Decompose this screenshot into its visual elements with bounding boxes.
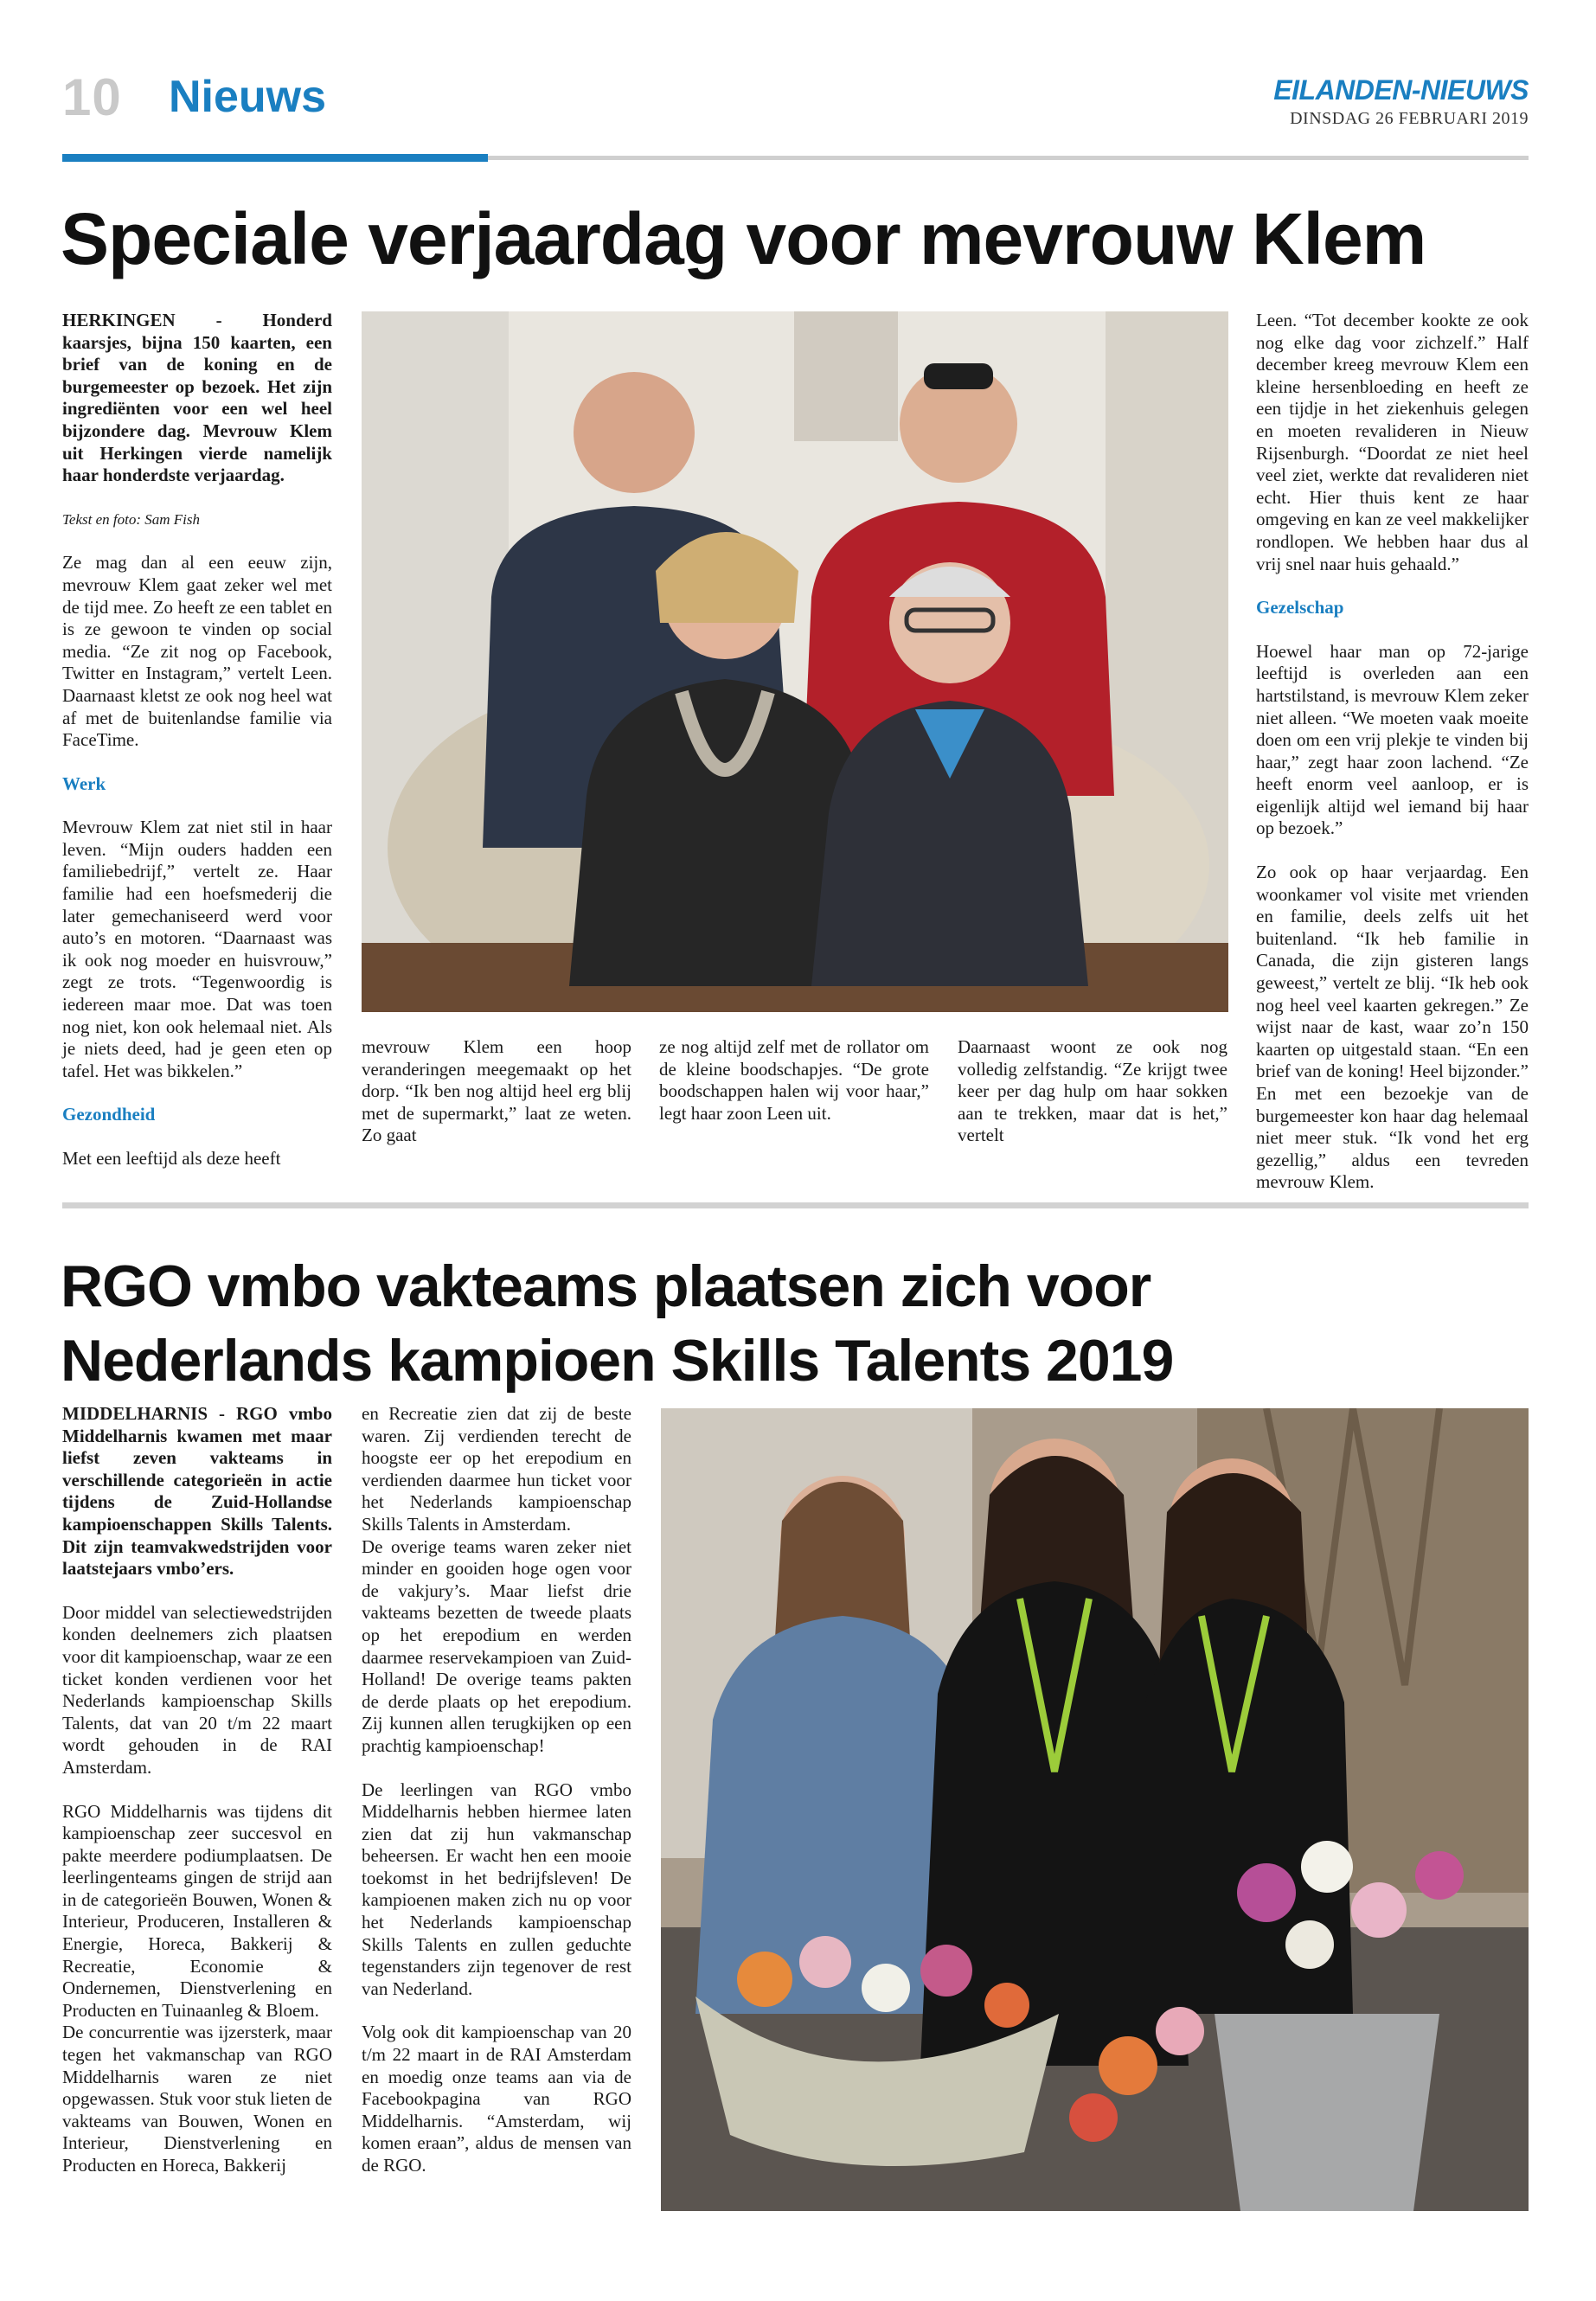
publication-logo: EILANDEN-NIEUWS bbox=[1273, 74, 1529, 106]
article1-subhead-gezondheid: Gezondheid bbox=[62, 1104, 156, 1125]
article1-paragraph: mevrouw Klem een hoop veranderingen meegemaakt op het dorp. “Ik ben nog altijd heel erg blij met de supermarkt,” laat ze weten. Zo gaat bbox=[362, 1036, 631, 1146]
article2-column-1 bbox=[62, 1403, 332, 2177]
article2-headline: RGO vmbo vakteams plaatsen zich voor Nederlands kampioen Skills Talents 2019 bbox=[61, 1253, 1174, 1394]
article2-paragraph: De leerlingen van RGO vmbo Middelharnis hebben hiermee laten zien dat zij hun vakmanschap beheersen. Er wacht hen een mooie toekomst in het bedrijfsleven! De kampioenen maken zich nu op voor het Nederlands kampioenschap Skills Talents en zullen geduchte tegenstanders zijn tegenover de rest van Nederland. bbox=[362, 1779, 631, 1999]
article1-credit: Tekst en foto: Sam Fish bbox=[62, 510, 200, 528]
article2-photo bbox=[661, 1408, 1529, 2211]
article1-column-3 bbox=[659, 1036, 929, 1125]
article1-paragraph: Met een leeftijd als deze heeft bbox=[62, 1148, 281, 1169]
article1-paragraph: Hoewel haar man op 72-jarige leeftijd is overleden aan een hartstilstand, is mevrouw Klem zeker niet alleen. “We moeten vaak moeite doen om een vrij plekje te vinden bij haar,” zegt haar zoon lachend. “Ze heeft enorm veel aanloop, er is eigenlijk altijd wel iemand bij haar op bezoek.” bbox=[1256, 640, 1529, 839]
article2-paragraph: De overige teams waren zeker niet minder en gooiden hoge ogen voor de vakjury’s. Maar liefst drie vakteams bezetten de tweede plaats op het erepodium en werden daarmee reservekampioen van Zuid-Holland! De overige teams pakten de derde plaats op het erepodium. Zij kunnen allen terugkijken op een prachtig kampioenschap! bbox=[362, 1535, 631, 1756]
issue-date: DINSDAG 26 FEBRUARI 2019 bbox=[1290, 109, 1529, 128]
article1-paragraph: Zo ook op haar verjaardag. Een woonkamer vol visite met vrienden en familie, deels zelfs uit het buitenland. “Ik heb familie in Canada, die zijn gisteren langs geweest,” vertelt ze blij. “Ik heb ook nog heel veel kaarten gekregen.” Ze wijst naar de kast, waar zo’n 150 kaarten op uitgestald staan. “En een brief van de koning! Heel bijzonder.” En met een bezoekje van de burgemeester kon haar dag helemaal niet meer stuk. “Ik vond het erg gezellig,” aldus een tevreden mevrouw Klem. bbox=[1256, 862, 1529, 1193]
article2-paragraph: RGO Middelharnis was tijdens dit kampioenschap zeer succesvol en pakte meerdere podiumplaatsen. De leerlingenteams gingen de strijd aan in de categorieën Bouwen, Wonen & Interieur, Produceren, Installeren & Energie, Horeca, Bakkerij & Recreatie, Economie & Ondernemen, Dienstverlening en Producten en Tuinaanleg & Bloem. bbox=[62, 1800, 332, 2021]
article1-paragraph: Mevrouw Klem zat niet stil in haar leven. “Mijn ouders hadden een familiebedrijf,” vertelt ze. Haar familie had een hoefsmederij die later gemechaniseerd werd voor auto’s en motoren. “Daarnaast was ik ook nog moeder en huisvrouw,” zegt ze trots. “Tegenwoordig is iedereen maar moe. Dat was toen nog niet, kon ook helemaal niet. Als je niets deed, had je geen eten op tafel. Het was bikkelen.” bbox=[62, 817, 332, 1081]
article1-paragraph: Daarnaast woont ze ook nog volledig zelfstandig. “Ze krijgt twee keer per dag hulp om haar sokken aan te trekken, maar dat is het,” vertelt bbox=[958, 1036, 1227, 1146]
page-number: 10 bbox=[62, 68, 122, 126]
article1-photo bbox=[362, 311, 1228, 1012]
article1-column-1 bbox=[62, 310, 332, 1170]
header-rule bbox=[488, 156, 1529, 160]
header-accent-rule bbox=[62, 154, 488, 162]
article2-column-2 bbox=[362, 1403, 631, 2177]
section-title: Nieuws bbox=[169, 72, 327, 122]
article1-subhead-gezelschap: Gezelschap bbox=[1256, 597, 1344, 619]
article1-paragraph: ze nog altijd zelf met de rollator om de kleine boodschapjes. “De grote boodschappen halen wij voor haar,” legt haar zoon Leen uit. bbox=[659, 1036, 929, 1124]
article2-lead: MIDDELHARNIS - RGO vmbo Middelharnis kwamen met maar liefst zeven vakteams in verschillende categorieën in actie tijdens de Zuid-Hollandse kampioenschappen Skills Talents. Dit zijn teamvakwedstrijden voor laatstejaars vmbo’ers. bbox=[62, 1403, 332, 1580]
article1-paragraph: Leen. “Tot december kookte ze ook nog elke dag voor zichzelf.” Half december kreeg mevrouw Klem een kleine hersenbloeding en heeft ze een tijdje in het ziekenhuis gelegen en moeten revalideren in Nieuw Rijsenburgh. “Doordat ze niet heel veel ziet, werkte dat revalideren niet echt. Hier thuis kent ze haar omgeving en kan ze veel makkelijker rondlopen. We hebben haar dus al vrij snel naar huis gehaald.” bbox=[1256, 310, 1529, 574]
article1-paragraph: Ze mag dan al een eeuw zijn, mevrouw Klem gaat zeker wel met de tijd mee. Zo heeft ze een tablet en is ze gewoon te vinden op social media. “Ze zit nog op Facebook, Twitter en Instagram,” vertelt Leen. Daarnaast kletst ze ook nog heel wat af met de buitenlandse familie via FaceTime. bbox=[62, 552, 332, 751]
article1-column-2 bbox=[362, 1036, 631, 1147]
article2-paragraph: De concurrentie was ijzersterk, maar tegen het vakmanschap van RGO Middelharnis waren ze niet opgewassen. Stuk voor stuk lieten de vakteams van Bouwen, Wonen en Interieur, Dienstverlening en Producten en Horeca, Bakkerij bbox=[62, 2022, 332, 2176]
article1-subhead-werk: Werk bbox=[62, 772, 106, 794]
article2-paragraph: Volg ook dit kampioenschap van 20 t/m 22 maart in de RAI Amsterdam en moedig onze teams aan via de Facebookpagina van RGO Middelharnis. “Amsterdam, wij komen eraan”, aldus de mensen van de RGO. bbox=[362, 2022, 631, 2176]
article1-headline: Speciale verjaardag voor mevrouw Klem bbox=[61, 198, 1426, 279]
article1-column-4 bbox=[958, 1036, 1227, 1147]
article-divider bbox=[62, 1202, 1529, 1208]
article2-paragraph: en Recreatie zien dat zij de beste waren. Zij verdienden terecht de hoogste eer op het erepodium en verdienden daarmee hun ticket voor het Nederlands kampioenschap Skills Talents in Amsterdam. bbox=[362, 1403, 631, 1535]
article1-column-5 bbox=[1256, 310, 1529, 1194]
article2-paragraph: Door middel van selectiewedstrijden konden deelnemers zich plaatsen voor dit kampioenschap, waar ze een ticket konden verdienen voor het Nederlands kampioenschap Skills Talents, dat van 20 t/m 22 maart wordt gehouden in de RAI Amsterdam. bbox=[62, 1601, 332, 1778]
article1-lead: HERKINGEN - Honderd kaarsjes, bijna 150 kaarten, een brief van de koning en de burgemeester op bezoek. Het zijn ingrediënten voor een wel heel bijzondere dag. Mevrouw Klem uit Herkingen vierde namelijk haar honderdste verjaardag. bbox=[62, 310, 332, 486]
